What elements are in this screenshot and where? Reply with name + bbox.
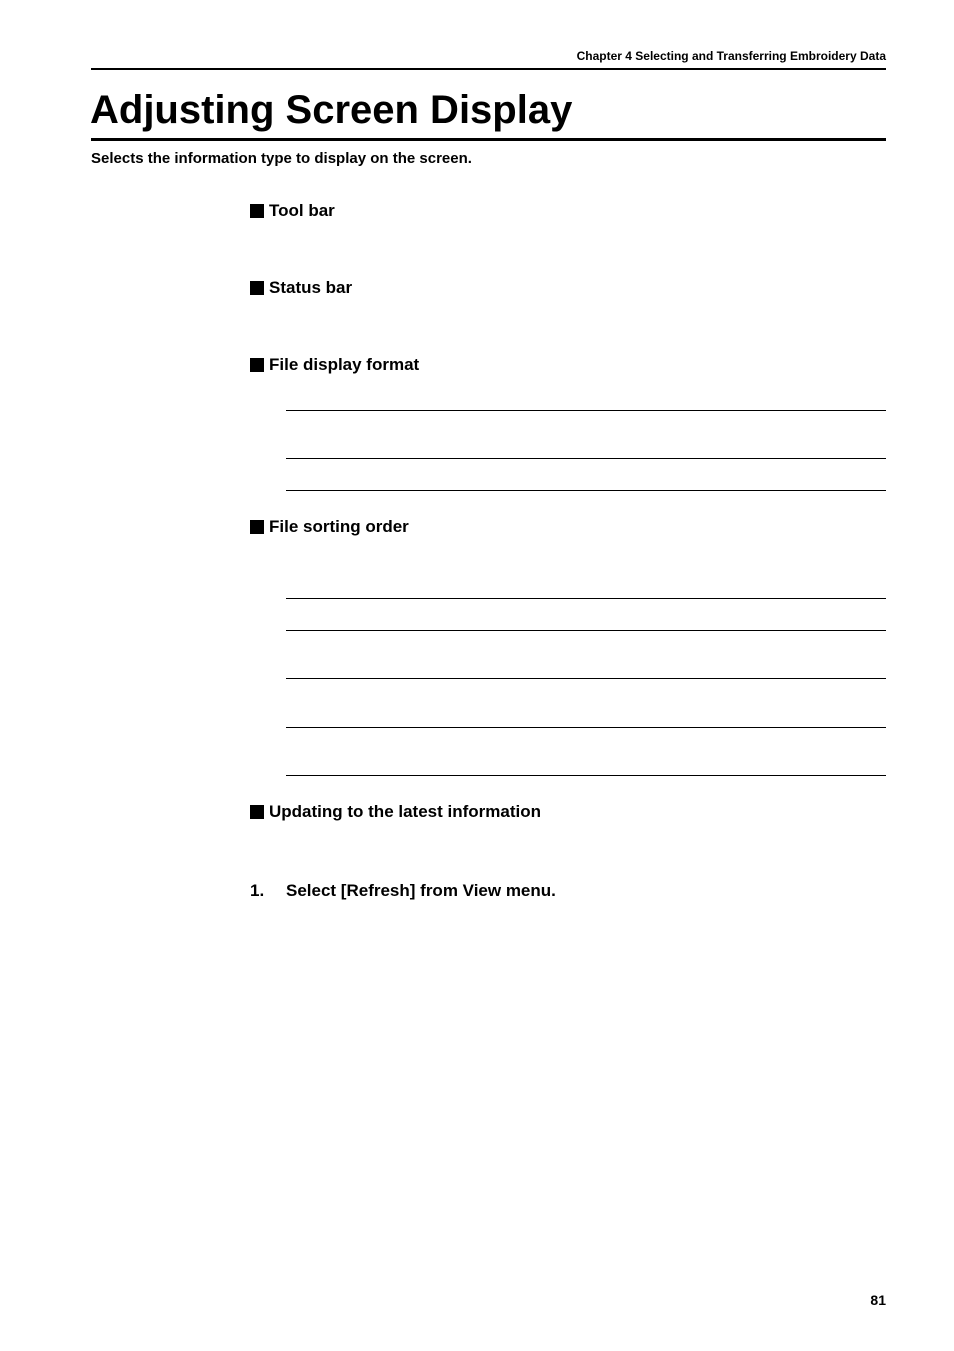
table-rule [286,727,886,728]
running-header: Chapter 4 Selecting and Transferring Embroidery Data [576,49,886,63]
section-heading-label: Updating to the latest information [269,802,541,821]
square-icon [250,204,264,218]
table-rule [286,775,886,776]
section-heading-updating [250,802,541,822]
square-icon [250,520,264,534]
table-rule [286,630,886,631]
step-item [250,881,556,901]
section-heading-label: File display format [269,355,420,374]
intro-text: Selects the information type to display on the screen. [91,150,472,167]
section-heading-label: Tool bar [269,201,335,220]
square-icon [250,281,264,295]
page-number: 81 [870,1292,886,1308]
step-number: 1. [250,881,265,900]
title-rule [91,138,886,141]
table-rule [286,490,886,491]
section-heading-label: Status bar [269,278,353,297]
section-heading-file-display-format [250,355,419,375]
square-icon [250,805,264,819]
section-heading-tool-bar [250,201,335,221]
page-title: Adjusting Screen Display [90,88,573,132]
section-heading-file-sorting-order [250,517,409,537]
table-rule [286,458,886,459]
step-text: Select [Refresh] from View menu. [286,881,556,900]
section-heading-label: File sorting order [269,517,409,536]
table-rule [286,410,886,411]
table-rule [286,598,886,599]
square-icon [250,358,264,372]
header-rule [91,68,886,70]
section-heading-status-bar [250,278,352,298]
table-rule [286,678,886,679]
